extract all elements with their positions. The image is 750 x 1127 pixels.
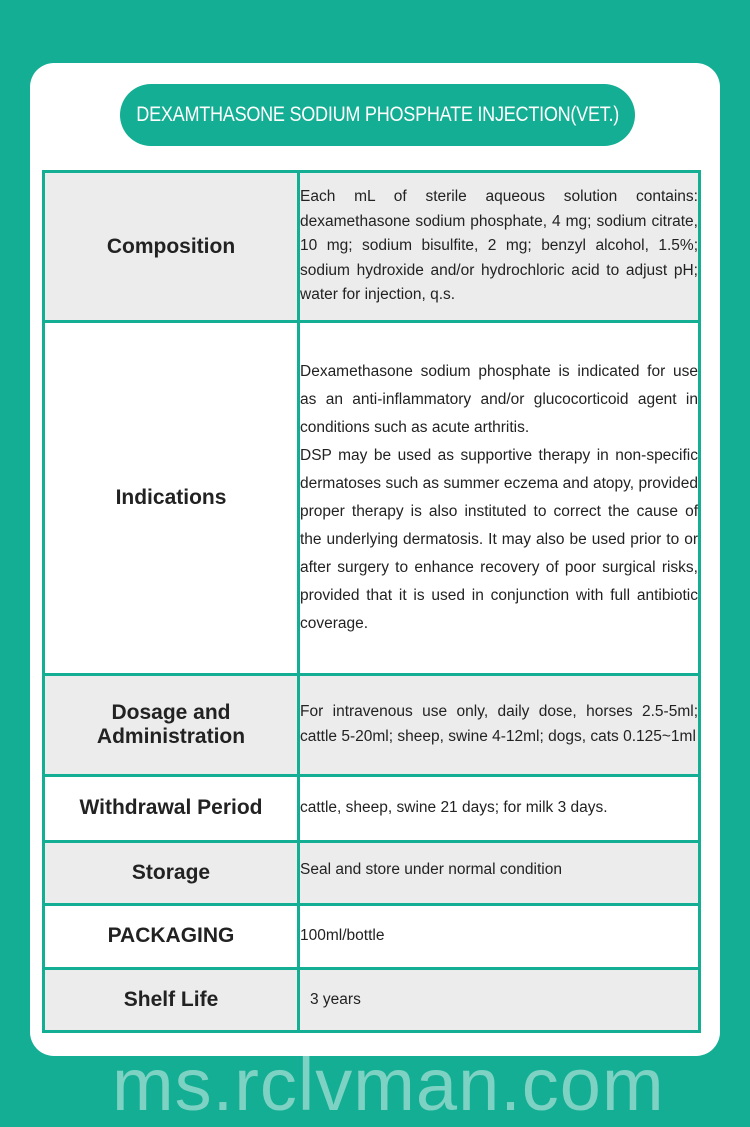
table-row-shelf-life bbox=[44, 968, 700, 1031]
table-row-storage bbox=[44, 841, 700, 904]
spec-table bbox=[42, 170, 701, 1033]
packaging-value bbox=[299, 904, 700, 968]
withdrawal-text: cattle, sheep, swine 21 days; for milk 3 days. bbox=[300, 798, 608, 816]
withdrawal-label: Withdrawal Period bbox=[44, 775, 299, 841]
composition-label: Composition bbox=[44, 172, 299, 322]
packaging-text: 100ml/bottle bbox=[300, 927, 385, 945]
dosage-label-line-2: Administration bbox=[96, 724, 246, 748]
shelf-life-value bbox=[299, 968, 700, 1031]
indications-label: Indications bbox=[44, 322, 299, 674]
storage-text: Seal and store under normal condition bbox=[300, 860, 562, 878]
composition-text: Each mL of sterile aqueous solution contains: dexamethasone sodium phosphate, 4 mg; sodium citrate, 10 mg; sodium bisulfite, 2 mg; benzyl alcohol, 1.5%; sodium hydroxide and/or hydrochloric acid to adjust pH; water for injection, q.s. bbox=[300, 188, 698, 304]
packaging-label: PACKAGING bbox=[44, 904, 299, 968]
table-row-dosage bbox=[44, 674, 700, 775]
table-row-composition bbox=[44, 172, 700, 322]
shelf-life-text: 3 years bbox=[310, 990, 361, 1008]
storage-value bbox=[299, 841, 700, 904]
watermark: ms.rclvman.com bbox=[112, 1043, 665, 1126]
table-row-withdrawal bbox=[44, 775, 700, 841]
storage-label: Storage bbox=[44, 841, 299, 904]
withdrawal-value bbox=[299, 775, 700, 841]
dosage-text: For intravenous use only, daily dose, horses 2.5-5ml; cattle 5-20ml; sheep, swine 4-12ml; dogs, cats 0.125~1ml bbox=[300, 703, 698, 745]
indications-paragraph-1: Dexamethasone sodium phosphate is indicated for use as an anti-inflammatory and/or glucocorticoid agent in conditions such as acute arthritis. bbox=[300, 362, 698, 436]
dosage-label-line-1: Dosage and bbox=[111, 700, 231, 724]
indications-paragraph-2: DSP may be used as supportive therapy in non-specific dermatoses such as summer eczema and atopy, provided proper therapy is also instituted to correct the cause of the underlying dermatosis. It may also be used prior to or after surgery to enhance recovery of poor surgical risks, provided that it is used in conjunction with full antibiotic coverage. bbox=[300, 446, 698, 632]
table-row-packaging bbox=[44, 904, 700, 968]
composition-value bbox=[299, 172, 700, 322]
page-title: DEXAMTHASONE SODIUM PHOSPHATE INJECTION(VET.) bbox=[136, 103, 619, 126]
indications-value bbox=[299, 322, 700, 674]
table-row-indications bbox=[44, 322, 700, 674]
dosage-label bbox=[44, 674, 299, 775]
title-banner bbox=[120, 84, 635, 146]
shelf-life-label: Shelf Life bbox=[44, 968, 299, 1031]
dosage-value bbox=[299, 674, 700, 775]
